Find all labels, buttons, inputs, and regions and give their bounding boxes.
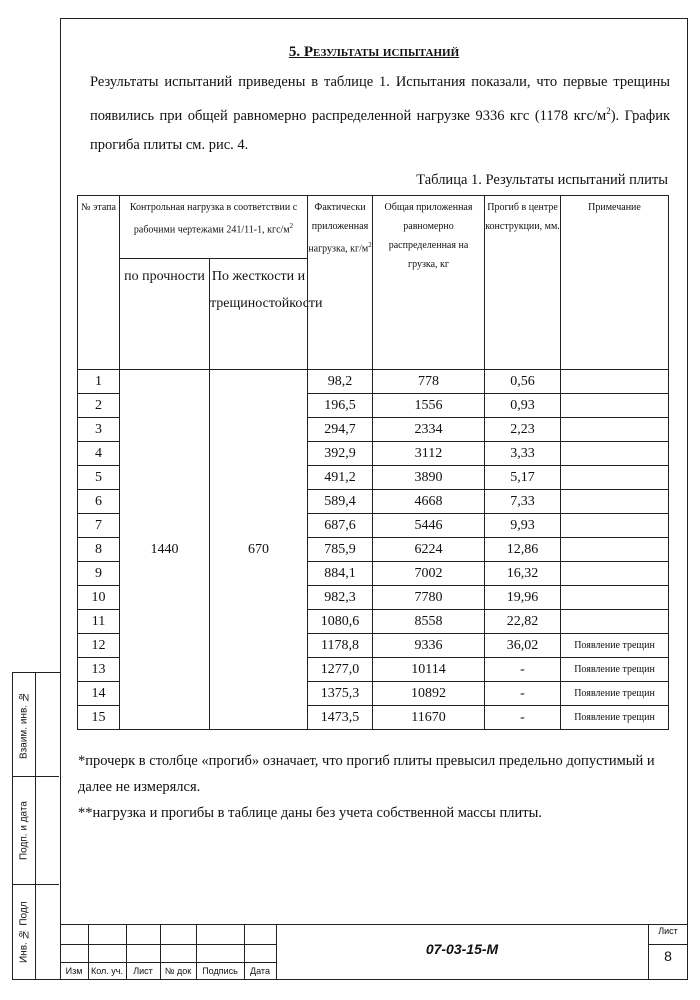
- total-load-cell: 3890: [373, 466, 485, 490]
- deflection-cell: 16,32: [485, 562, 561, 586]
- note-cell: [561, 538, 669, 562]
- note-cell: [561, 442, 669, 466]
- deflection-cell: 9,93: [485, 514, 561, 538]
- deflection-cell: -: [485, 658, 561, 682]
- actual-load-cell: 491,2: [308, 466, 373, 490]
- total-load-cell: 11670: [373, 706, 485, 730]
- actual-load-cell: 392,9: [308, 442, 373, 466]
- note-cell: [561, 610, 669, 634]
- tb-data: Дата: [250, 966, 270, 976]
- deflection-cell: 0,56: [485, 370, 561, 394]
- total-load-cell: 9336: [373, 634, 485, 658]
- stage-cell: 15: [78, 706, 120, 730]
- actual-load-cell: 589,4: [308, 490, 373, 514]
- total-load-cell: 7780: [373, 586, 485, 610]
- header-control-load: Контрольная нагрузка в соответствии с рабочими чертежами 241/11-1, кгс/$м^2$: [120, 196, 308, 259]
- actual-load-cell: 294,7: [308, 418, 373, 442]
- note-cell: Появление трещин: [561, 706, 669, 730]
- interchange-inv-label: Взаим. инв. №: [18, 691, 30, 759]
- total-load-cell: 2334: [373, 418, 485, 442]
- table-caption: Таблица 1. Результаты испытаний плиты: [416, 172, 668, 188]
- note-cell: Появление трещин: [561, 658, 669, 682]
- deflection-cell: 22,82: [485, 610, 561, 634]
- actual-load-cell: 982,3: [308, 586, 373, 610]
- actual-load-cell: 1080,6: [308, 610, 373, 634]
- total-load-cell: 10114: [373, 658, 485, 682]
- stage-cell: 7: [78, 514, 120, 538]
- total-load-cell: 3112: [373, 442, 485, 466]
- note-cell: [561, 394, 669, 418]
- actual-load-cell: 884,1: [308, 562, 373, 586]
- stage-cell: 14: [78, 682, 120, 706]
- note-cell: [561, 586, 669, 610]
- stage-cell: 4: [78, 442, 120, 466]
- side-stamp: [12, 672, 60, 980]
- deflection-cell: 19,96: [485, 586, 561, 610]
- deflection-cell: -: [485, 682, 561, 706]
- deflection-cell: 12,86: [485, 538, 561, 562]
- footnote-1: *прочерк в столбце «прогиб» означает, что прогиб плиты превысил предельно допустимый и далее не измерялся.: [78, 753, 655, 795]
- total-load-cell: 5446: [373, 514, 485, 538]
- note-cell: [561, 562, 669, 586]
- total-load-cell: 1556: [373, 394, 485, 418]
- stage-cell: 3: [78, 418, 120, 442]
- total-load-cell: 10892: [373, 682, 485, 706]
- header-deflection: Прогиб в центре конструкции, мм.: [485, 196, 561, 370]
- footnote-2: **нагрузка и прогибы в таблице даны без учета собственной массы плиты.: [78, 805, 542, 821]
- stage-cell: 12: [78, 634, 120, 658]
- deflection-cell: 36,02: [485, 634, 561, 658]
- header-by-strength: по прочности: [120, 259, 210, 370]
- total-load-cell: 7002: [373, 562, 485, 586]
- tb-list: Лист: [133, 966, 153, 976]
- note-cell: [561, 418, 669, 442]
- inv-orig-label: Инв. № Подл: [18, 901, 30, 963]
- note-cell: [561, 514, 669, 538]
- actual-load-cell: 196,5: [308, 394, 373, 418]
- stage-cell: 9: [78, 562, 120, 586]
- note-cell: [561, 490, 669, 514]
- document-code: 07-03-15-М: [425, 941, 499, 957]
- deflection-cell: 7,33: [485, 490, 561, 514]
- control-strength-cell: 1440: [120, 370, 210, 730]
- paragraph-line-2: появились при общей равномерно распределенной нагрузке 9336 кгс (1178 кгс/$м^2$). График: [90, 106, 670, 124]
- results-table: [77, 195, 669, 730]
- stage-cell: 13: [78, 658, 120, 682]
- header-note: Примечание: [561, 196, 669, 370]
- header-total-load: Общая приложенная равномерно распределенная на грузка, кг: [373, 196, 485, 370]
- deflection-cell: -: [485, 706, 561, 730]
- actual-load-cell: 785,9: [308, 538, 373, 562]
- sign-date-label: Подп. и дата: [18, 801, 30, 861]
- stage-cell: 11: [78, 610, 120, 634]
- stage-cell: 2: [78, 394, 120, 418]
- actual-load-cell: 1277,0: [308, 658, 373, 682]
- header-actual-load: Фактически приложенная нагрузка, $кг/м^2$: [308, 196, 373, 370]
- note-cell: [561, 466, 669, 490]
- deflection-cell: 5,17: [485, 466, 561, 490]
- header-by-stiffness: По жесткости и трещиностойкости: [210, 259, 308, 370]
- tb-n-dok: № док: [164, 966, 192, 976]
- actual-load-cell: 1473,5: [308, 706, 373, 730]
- total-load-cell: 778: [373, 370, 485, 394]
- tb-izm: Изм: [65, 966, 83, 976]
- actual-load-cell: 1375,3: [308, 682, 373, 706]
- note-cell: Появление трещин: [561, 682, 669, 706]
- stage-cell: 1: [78, 370, 120, 394]
- sheet-number: 8: [664, 948, 672, 964]
- deflection-cell: 2,23: [485, 418, 561, 442]
- actual-load-cell: 687,6: [308, 514, 373, 538]
- deflection-cell: 3,33: [485, 442, 561, 466]
- tb-podpis: Подпись: [202, 966, 238, 976]
- sheet-label: Лист: [658, 926, 678, 936]
- header-stage: № этапа: [78, 196, 120, 370]
- paragraph-line-1: Результаты испытаний приведены в таблице 1. Испытания показали, что первые трещины: [90, 74, 670, 90]
- section-title: 5. Результаты испытаний: [288, 44, 460, 60]
- control-stiffness-cell: 670: [210, 370, 308, 730]
- stage-cell: 10: [78, 586, 120, 610]
- note-cell: Появление трещин: [561, 634, 669, 658]
- total-load-cell: 4668: [373, 490, 485, 514]
- tb-kol-uch: Кол. уч.: [91, 966, 123, 976]
- stage-cell: 8: [78, 538, 120, 562]
- total-load-cell: 6224: [373, 538, 485, 562]
- actual-load-cell: 1178,8: [308, 634, 373, 658]
- actual-load-cell: 98,2: [308, 370, 373, 394]
- stage-cell: 6: [78, 490, 120, 514]
- note-cell: [561, 370, 669, 394]
- deflection-cell: 0,93: [485, 394, 561, 418]
- stage-cell: 5: [78, 466, 120, 490]
- section-paragraph: [90, 68, 670, 160]
- paragraph-line-3: прогиба плиты см. рис. 4.: [90, 136, 249, 153]
- total-load-cell: 8558: [373, 610, 485, 634]
- table-row: [78, 370, 669, 394]
